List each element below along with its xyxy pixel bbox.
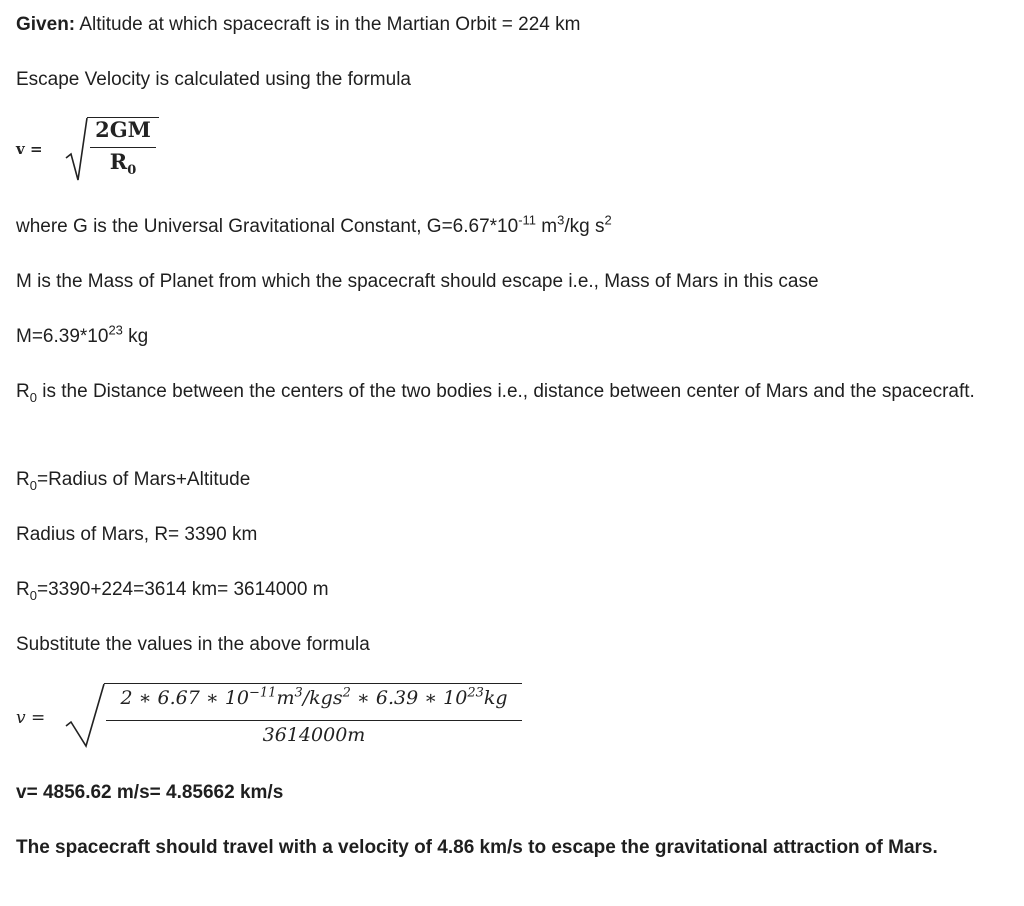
substituted-formula	[16, 678, 536, 758]
formula1-numerator: 2GM	[95, 117, 151, 142]
formula2-lhs: v =	[16, 708, 46, 728]
formula2-numerator: 2 ∗ 6.67 ∗ $10^{-11}m^3/kgs^2$ ∗ 6.39 ∗ $10^{23}kg$	[120, 685, 508, 709]
escape-velocity-formula	[16, 112, 216, 188]
conclusion: The spacecraft should travel with a velocity of 4.86 km/s to escape the gravitational attraction of Mars.	[16, 837, 938, 858]
given-label: Given:	[16, 14, 76, 35]
gravitational-constant-line: where G is the Universal Gravitational Constant, $G=6.67*10^{-11}$ $m^3/kg$ $s^2$	[16, 212, 612, 237]
substitute-line: Substitute the values in the above formula	[16, 634, 370, 655]
given-line	[16, 8, 580, 41]
formula2-denominator: 3614000m	[262, 724, 366, 746]
mass-value-line: $M=6.39*10^{23}$ kg	[16, 322, 149, 347]
sqrt-icon	[64, 682, 106, 750]
formula1-denominator: $R_0$	[109, 149, 137, 179]
mass-description-line: M is the Mass of Planet from which the spacecraft should escape i.e., Mass of Mars in this case	[16, 271, 819, 292]
distance-equation: $R_0=Radius$ of Mars+Altitude	[16, 469, 251, 493]
formula1-lhs: v =	[16, 140, 43, 158]
given-text: Altitude at which spacecraft is in the Martian Orbit = 224 km	[75, 14, 581, 35]
radius-line: Radius of Mars, R= 3390 km	[16, 524, 258, 545]
sqrt-icon	[64, 116, 88, 184]
intro-line: Escape Velocity is calculated using the formula	[16, 69, 411, 90]
distance-definition: $R_0$ is the Distance between the centers of the two bodies i.e., distance between center of Mars and the spacecraft.	[16, 381, 975, 405]
distance-calculation: $R_0=3390+224=3614$ km= 3614000 m	[16, 579, 329, 603]
result-line: v= 4856.62 m/s= 4.85662 km/s	[16, 782, 284, 803]
